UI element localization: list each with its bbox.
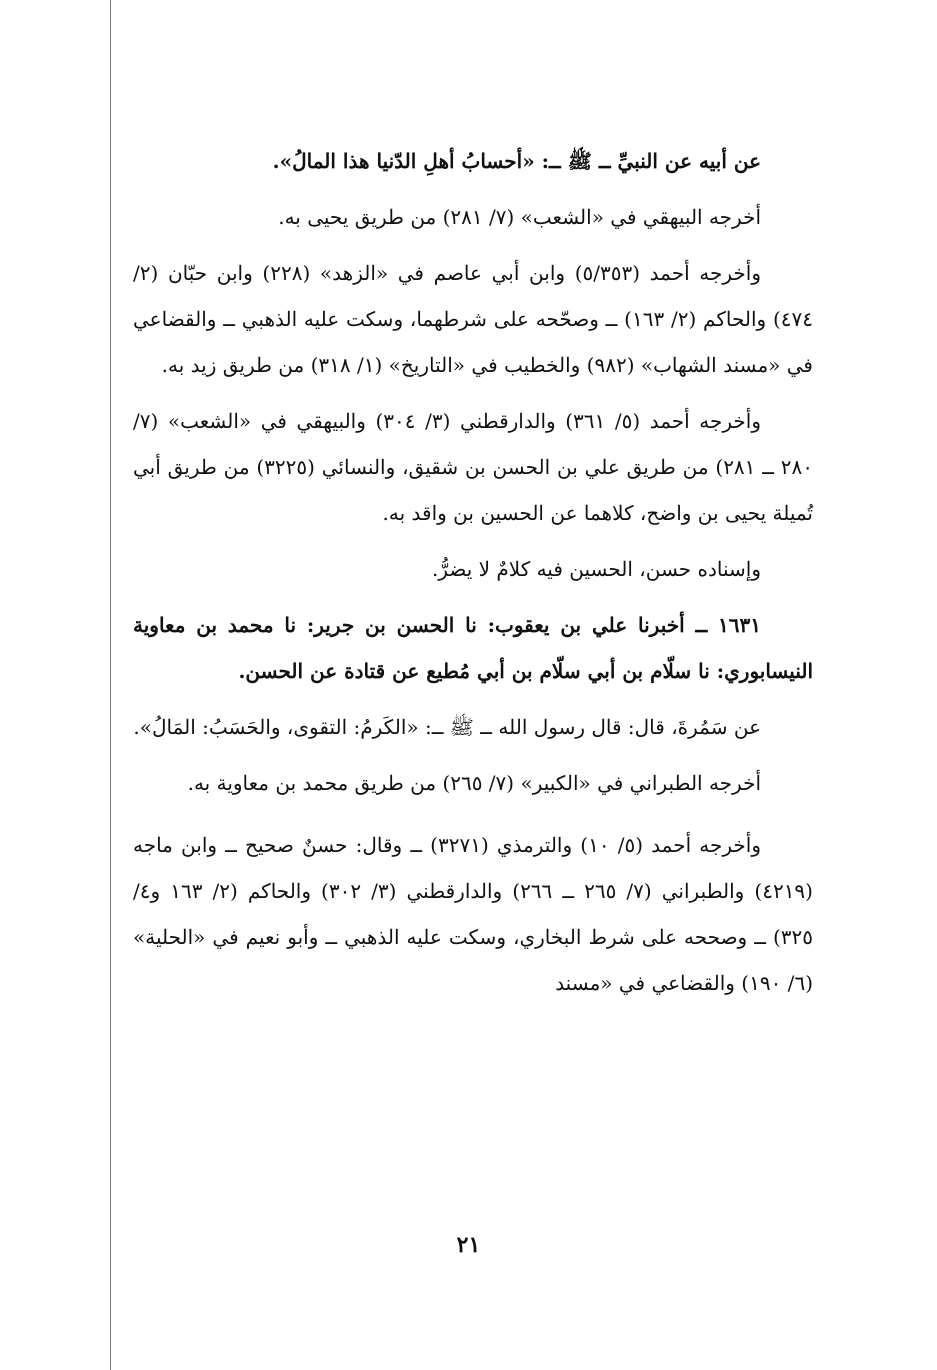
page-body bbox=[133, 138, 813, 1016]
takhrij-paragraph-5: وأخرجه أحمد (٥/ ١٠) والترمذي (٣٢٧١) ــ وقال: حسنٌ صحيح ــ وابن ماجه (٤٢١٩) والطبراني (٧/ ٢٦٥ ــ ٢٦٦) والدارقطني (٣/ ٣٠٢) والحاكم (٢/ ١٦٣ و٤/ ٣٢٥) ــ وصححه على شرط البخاري، وسكت عليه الذهبي ــ وأبو نعيم في «الحلية» (٦/ ١٩٠) والقضاعي في «مسند bbox=[133, 833, 813, 995]
margin-rule bbox=[110, 0, 111, 1370]
page-number: ٢١ bbox=[456, 1232, 481, 1258]
takhrij-paragraph-1: أخرجه البيهقي في «الشعب» (٧/ ٢٨١) من طريق يحيى به. bbox=[278, 205, 761, 229]
hadith-isnad-1631: ١٦٣١ ــ أخبرنا علي بن يعقوب: نا الحسن بن جرير: نا محمد بن معاوية النيسابوري: نا سلّام بن أبي سلّام بن أبي مُطيع عن قتادة عن الحسن. bbox=[133, 613, 813, 683]
takhrij-paragraph-2: وأخرجه أحمد (٥/٣٥٣) وابن أبي عاصم في «الزهد» (٢٢٨) وابن حبّان (٢/ ٤٧٤) والحاكم (٢/ ١٦٣) ــ وصحّحه على شرطهما، وسكت عليه الذهبي ــ والقضاعي في «مسند الشهاب» (٩٨٢) والخطيب في «التاريخ» (١/ ٣١٨) من طريق زيد به. bbox=[133, 261, 813, 377]
hadith-text-2: عن سَمُرةَ، قال: قال رسول الله ــ ﷺ ــ: «الكَرمُ: التقوى، والحَسَبُ: المَالُ». bbox=[133, 715, 761, 739]
isnad-grading: وإسناده حسن، الحسين فيه كلامٌ لا يضرُّ. bbox=[431, 557, 761, 581]
hadith-text-1: عن أبيه عن النبيِّ ــ ﷺ ــ: «أحسابُ أهلِ الدّنيا هذا المالُ». bbox=[272, 149, 761, 173]
takhrij-paragraph-3: وأخرجه أحمد (٥/ ٣٦١) والدارقطني (٣/ ٣٠٤) والبيهقي في «الشعب» (٧/ ٢٨٠ ــ ٢٨١) من طريق علي بن الحسن بن شقيق، والنسائي (٣٢٢٥) من طريق أبي تُميلة يحيى بن واضح، كلاهما عن الحسين بن واقد به. bbox=[133, 409, 813, 525]
takhrij-paragraph-4: أخرجه الطبراني في «الكبير» (٧/ ٢٦٥) من طريق محمد بن معاوية به. bbox=[187, 771, 761, 795]
